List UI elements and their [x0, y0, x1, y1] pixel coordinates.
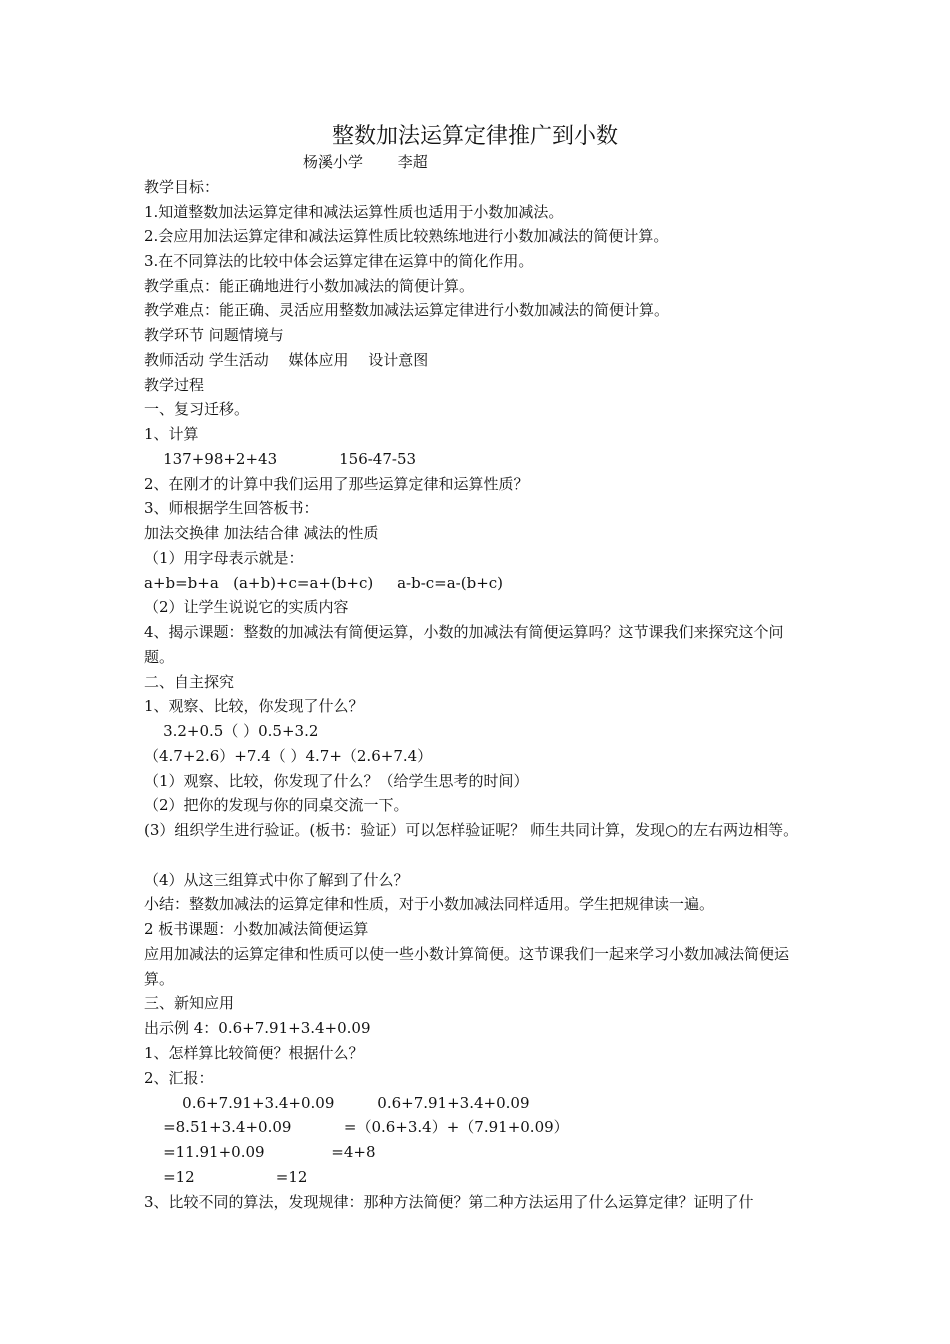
text-line: 加法交换律 加法结合律 减法的性质 [144, 524, 379, 542]
text-line: 2、汇报： [144, 1069, 214, 1087]
text-line: 1、怎样算比较简便？根据什么？ [144, 1044, 364, 1062]
text-line: 1、观察、比较，你发现了什么？ [144, 697, 364, 715]
text-line: 137+98+2+43 156-47-53 [144, 450, 417, 468]
text-line: 3、师根据学生回答板书： [144, 499, 319, 517]
text-line: 教学难点：能正确、灵活应用整数加减法运算定律进行小数加减法的简便计算。 [144, 301, 670, 319]
text-line: 一、复习迁移。 [144, 400, 250, 418]
text-line: a+b=b+a (a+b)+c=a+(b+c) a-b-c=a-(b+c) [144, 574, 504, 592]
text-line: （2）把你的发现与你的同桌交流一下。 [144, 796, 409, 814]
text-line: 1、计算 [144, 425, 199, 443]
text-line: 教师活动 学生活动 媒体应用 设计意图 [144, 351, 429, 369]
text-line: 三、新知应用 [144, 994, 235, 1012]
text-line: 2.会应用加法运算定律和减法运算性质比较熟练地进行小数加减法的简便计算。 [144, 227, 669, 245]
text-paragraph: 应用加减法的运算定律和性质可以使一些小数计算简便。这节课我们一起来学习小数加减法简便运算。 [144, 945, 790, 988]
text-line: 0.6+7.91+3.4+0.09 0.6+7.91+3.4+0.09 [144, 1094, 530, 1112]
text-line: （2）让学生说说它的实质内容 [144, 598, 349, 616]
text-line: 1.知道整数加法运算定律和减法运算性质也适用于小数加减法。 [144, 203, 564, 221]
text-line: =12 =12 [144, 1168, 308, 1186]
text-line: 教学目标： [144, 178, 220, 196]
text-paragraph: 4、揭示课题：整数的加减法有简便运算，小数的加减法有简便运算吗？这节课我们来探究这个问题。 [144, 623, 784, 666]
text-line: 3.2+0.5（ ）0.5+3.2 [144, 722, 319, 740]
author-line: 杨溪小学 李超 [303, 153, 428, 171]
text-line: 教学环节 问题情境与 [144, 326, 284, 344]
text-line: =8.51+3.4+0.09 =（0.6+3.4）+（7.91+0.09） [144, 1118, 569, 1136]
text-line: 2 板书课题：小数加减法简便运算 [144, 920, 369, 938]
text-line: 小结：整数加减法的运算定律和性质，对于小数加减法同样适用。学生把规律读一遍。 [144, 895, 715, 913]
text-line: 二、自主探究 [144, 673, 235, 691]
text-line: （4）从这三组算式中你了解到了什么？ [144, 871, 409, 889]
text-line: 教学重点：能正确地进行小数加减法的简便计算。 [144, 277, 475, 295]
text-line: =11.91+0.09 =4+8 [144, 1143, 376, 1161]
text-line: 2、在刚才的计算中我们运用了那些运算定律和运算性质？ [144, 475, 529, 493]
text-paragraph: (3）组织学生进行验证。(板书：验证）可以怎样验证呢？ 师生共同计算，发现○的左右两边相等。 [144, 821, 799, 839]
text-line: 3.在不同算法的比较中体会运算定律在运算中的简化作用。 [144, 252, 534, 270]
document-title: 整数加法运算定律推广到小数 [331, 124, 618, 149]
text-line: 出示例 4：0.6+7.91+3.4+0.09 [144, 1019, 371, 1037]
text-line: （1）用字母表示就是： [144, 549, 304, 567]
text-line: 教学过程 [144, 376, 205, 394]
text-line: （1）观察、比较，你发现了什么？（给学生思考的时间） [144, 772, 529, 790]
text-line: （4.7+2.6）+7.4（ ）4.7+（2.6+7.4） [144, 747, 433, 765]
text-line: 3、比较不同的算法，发现规律：那种方法简便？第二种方法运用了什么运算定律？证明了什 [144, 1193, 754, 1211]
